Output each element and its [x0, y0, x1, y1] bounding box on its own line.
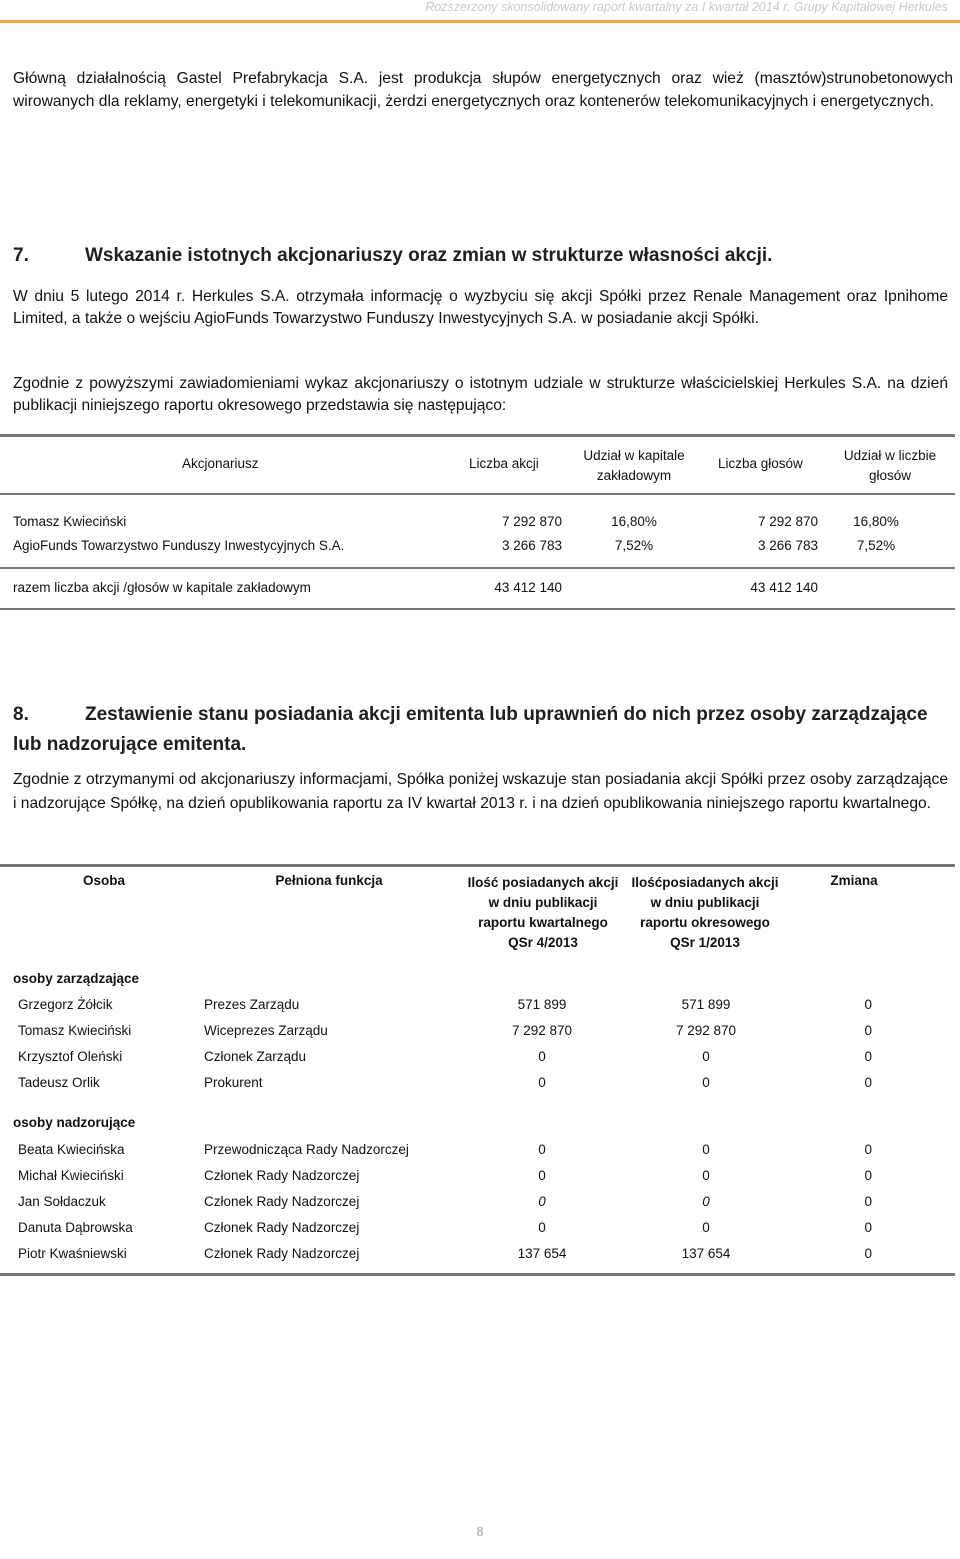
person-function: Członek Rady Nadzorczej [204, 1168, 360, 1183]
section-7-paragraph-2: Zgodnie z powyższymi zawiadomieniami wykaz akcjonariuszy o istotnym udziale w strukturze właścicielskiej Herkules S.A. na dzień publikacji niniejszego raportu okresowego przedstawia się następująco: [13, 375, 948, 414]
shares-change: 0 [864, 1168, 872, 1183]
section-8-title: Zestawienie stanu posiadania akcji emitenta lub uprawnień do nich przez osoby zarządzające lub nadzorujące emitenta. [13, 704, 928, 755]
capital-share: 7,52% [614, 538, 654, 553]
person-name: Beata Kwiecińska [18, 1142, 125, 1157]
shares-change: 0 [864, 1142, 872, 1157]
shares-qsr1: 0 [702, 1142, 710, 1157]
shares-count: 7 292 870 [501, 514, 562, 529]
header-rule [0, 20, 960, 23]
table2-header-qsr4: Ilość posiadanych akcji w dniu publikacji raportu kwartalnego QSr 4/2013 [467, 875, 619, 950]
running-header: Rozszerzony skonsolidowany raport kwartalny za I kwartał 2014 r. Grupy Kapitałowej Herkules [425, 0, 948, 14]
section-7-paragraph-1: W dniu 5 lutego 2014 r. Herkules S.A. otrzymała informację o wyzbyciu się akcji Spółki przez Renale Management oraz Ipnihome Limited, a także o wejściu AgioFunds Towarzystwo Funduszy Inwestycyjnych S.A. w posiadanie akcji Spółki. [13, 288, 948, 327]
shares-qsr4: 0 [538, 1075, 546, 1090]
vote-share: 16,80% [853, 514, 899, 529]
shares-qsr4: 0 [538, 1194, 546, 1209]
shares-change: 0 [864, 1075, 872, 1090]
shares-qsr4: 571 899 [517, 997, 567, 1012]
shares-qsr4: 0 [538, 1142, 546, 1157]
shares-qsr4: 0 [538, 1168, 546, 1183]
shares-change: 0 [864, 1220, 872, 1235]
table1-header-votes: Liczba głosów [718, 456, 803, 471]
person-function: Przewodnicząca Rady Nadzorczej [204, 1142, 409, 1157]
section-8-number: 8. [13, 704, 29, 725]
total-label: razem liczba akcji /głosów w kapitale zakładowym [13, 580, 311, 595]
person-name: Krzysztof Oleński [18, 1049, 123, 1064]
shares-qsr1: 0 [702, 1220, 710, 1235]
person-name: Michał Kwieciński [18, 1168, 124, 1183]
section-7-number: 7. [13, 245, 29, 266]
table2-header-person: Osoba [82, 873, 125, 888]
table2-header-qsr1: Ilośćposiadanych akcji w dniu publikacji raportu okresowego QSr 1/2013 [631, 875, 779, 950]
shares-change: 0 [864, 1194, 872, 1209]
shares-count: 3 266 783 [501, 538, 562, 553]
table2-header-change: Zmiana [830, 873, 878, 888]
section-8-paragraph: Zgodnie z otrzymanymi od akcjonariuszy informacjami, Spółka poniżej wskazuje stan posiadania akcji Spółki przez osoby zarządzające i nadzorujące Spółkę, na dzień opublikowania raportu za IV kwartał 2013 r. i na dzień opublikowania niniejszego raportu kwartalnego. [13, 771, 948, 812]
person-function: Członek Rady Nadzorczej [204, 1194, 360, 1209]
person-name: Piotr Kwaśniewski [18, 1246, 127, 1261]
shares-qsr1: 0 [702, 1049, 710, 1064]
person-name: Tadeusz Orlik [18, 1075, 100, 1090]
shares-change: 0 [864, 997, 872, 1012]
table1-header-capital-share: Udział w kapitale zakładowym [583, 448, 685, 483]
shares-qsr4: 7 292 870 [511, 1023, 573, 1038]
table1-top-rule [0, 434, 955, 437]
person-name: Tomasz Kwieciński [18, 1023, 132, 1038]
shares-qsr1: 0 [702, 1168, 710, 1183]
person-function: Członek Rady Nadzorczej [204, 1246, 360, 1261]
person-function: Prokurent [204, 1075, 263, 1090]
table2-header-function: Pełniona funkcja [275, 873, 383, 888]
shares-qsr4: 0 [538, 1049, 546, 1064]
table1-total-rule-top [0, 567, 955, 569]
supervisors-group-label: osoby nadzorujące [13, 1115, 136, 1130]
shareholder-name: AgioFunds Towarzystwo Funduszy Inwestycyjnych S.A. [13, 538, 345, 553]
shares-qsr1: 0 [702, 1075, 710, 1090]
table1-header-shareholder: Akcjonariusz [182, 456, 259, 471]
table1-bottom-rule [0, 608, 955, 610]
total-votes: 43 412 140 [750, 580, 818, 595]
table2-top-rule [0, 864, 955, 867]
section-8-heading [13, 700, 938, 760]
votes-count: 3 266 783 [757, 538, 818, 553]
shares-change: 0 [864, 1246, 872, 1261]
person-name: Jan Sołdaczuk [18, 1194, 106, 1209]
votes-count: 7 292 870 [757, 514, 818, 529]
intro-paragraph: Główną działalnością Gastel Prefabrykacja S.A. jest produkcja słupów energetycznych oraz wież (masztów)strunobetonowych wirowanych dla reklamy, energetyki i telekomunikacji, żerdzi energetycznych oraz kontenerów telekomunikacyjnych i energetycznych. [13, 70, 953, 110]
managers-group-label: osoby zarządzające [13, 971, 140, 986]
section-7-heading [13, 245, 953, 267]
vote-share: 7,52% [856, 538, 896, 553]
shares-qsr1: 137 654 [681, 1246, 731, 1261]
total-shares: 43 412 140 [494, 580, 562, 595]
capital-share: 16,80% [611, 514, 657, 529]
shares-qsr4: 137 654 [517, 1246, 567, 1261]
person-name: Grzegorz Żółcik [18, 997, 113, 1012]
table2-bottom-rule [0, 1273, 955, 1276]
shares-change: 0 [864, 1023, 872, 1038]
person-function: Prezes Zarządu [204, 997, 300, 1012]
person-function: Członek Zarządu [204, 1049, 307, 1064]
shares-change: 0 [864, 1049, 872, 1064]
table1-header-rule [0, 493, 955, 495]
shares-qsr1: 571 899 [681, 997, 731, 1012]
shareholder-name: Tomasz Kwieciński [13, 514, 127, 529]
shares-qsr1: 0 [702, 1194, 710, 1209]
person-function: Członek Rady Nadzorczej [204, 1220, 360, 1235]
person-name: Danuta Dąbrowska [18, 1220, 133, 1235]
page-number: 8 [476, 1524, 484, 1539]
table1-header-shares: Liczba akcji [469, 456, 539, 471]
person-function: Wiceprezes Zarządu [204, 1023, 328, 1038]
shares-qsr4: 0 [538, 1220, 546, 1235]
shares-qsr1: 7 292 870 [675, 1023, 737, 1038]
table1-header-vote-share: Udział w liczbie głosów [843, 448, 937, 483]
section-7-title: Wskazanie istotnych akcjonariuszy oraz zmian w strukturze własności akcji. [85, 245, 773, 266]
